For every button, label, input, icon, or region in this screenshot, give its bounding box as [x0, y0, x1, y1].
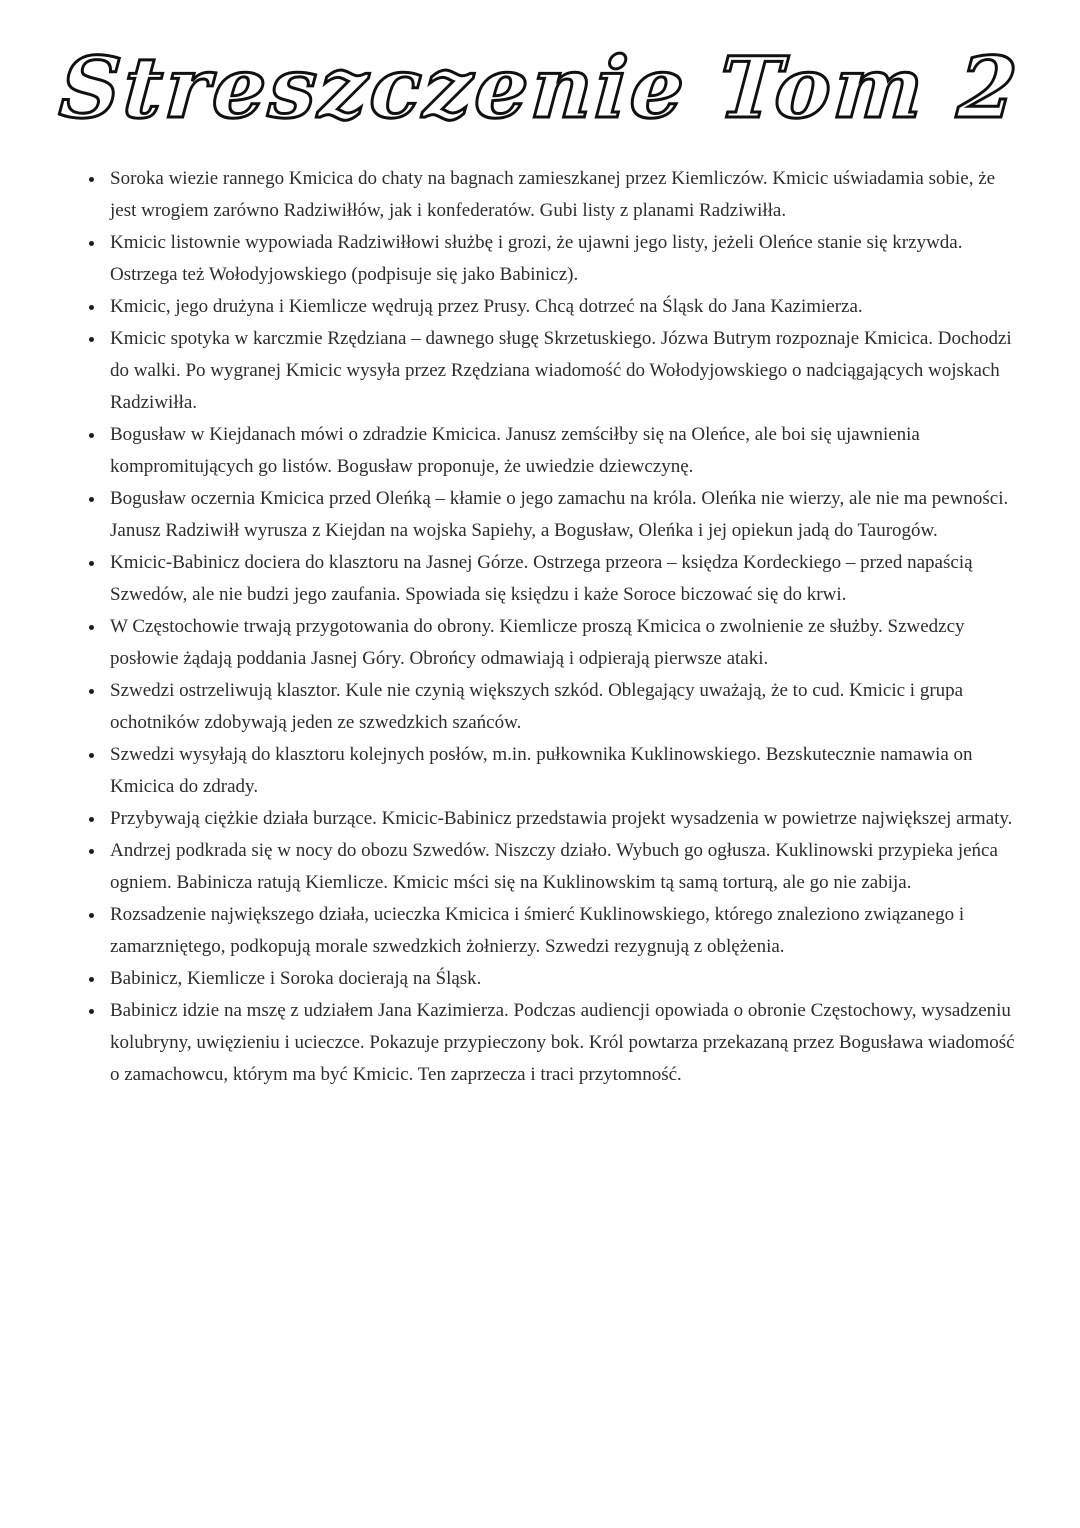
summary-bullet: • Bogusław w Kiejdanach mówi o zdradzie Kmicica. Janusz zemściłby się na Oleńce, ale boi się ujawnienia kompromitujących go listów. Bogusław proponuje, że uwiedzie dziewczynę. [106, 419, 1020, 483]
summary-bullet: • Bogusław oczernia Kmicica przed Oleńką – kłamie o jego zamachu na króla. Oleńka nie wierzy, ale nie ma pewności. Janusz Radziwiłł wyrusza z Kiejdan na wojska Sapiehy, a Bogusław, Oleńka i jej opiekun jadą do Taurogów. [106, 483, 1020, 547]
summary-bullet: • Soroka wiezie rannego Kmicica do chaty na bagnach zamieszkanej przez Kiemliczów. Kmicic uświadamia sobie, że jest wrogiem zarówno Radziwiłłów, jak i konfederatów. Gubi listy z planami Radziwiłła. [106, 163, 1020, 227]
summary-bullet: • Szwedzi ostrzeliwują klasztor. Kule nie czynią większych szkód. Oblegający uważają, że to cud. Kmicic i grupa ochotników zdobywają jeden ze szwedzkich szańców. [106, 675, 1020, 739]
summary-bullet: • W Częstochowie trwają przygotowania do obrony. Kiemlicze proszą Kmicica o zwolnienie ze służby. Szwedzcy posłowie żądają poddania Jasnej Góry. Obrońcy odmawiają i odpierają pierwsze ataki. [106, 611, 1020, 675]
page-title: Streszczenie Tom 2 [56, 38, 1024, 137]
summary-bullet: • Kmicic, jego drużyna i Kiemlicze wędrują przez Prusy. Chcą dotrzeć na Śląsk do Jana Kazimierza. [106, 291, 1020, 323]
summary-list [84, 163, 1020, 1091]
summary-bullet: • Andrzej podkrada się w nocy do obozu Szwedów. Niszczy działo. Wybuch go ogłusza. Kuklinowski przypieka jeńca ogniem. Babinicza ratują Kiemlicze. Kmicic mści się na Kuklinowskim tą samą torturą, ale go nie zabija. [106, 835, 1020, 899]
summary-bullet: • Rozsadzenie największego działa, ucieczka Kmicica i śmierć Kuklinowskiego, którego znaleziono związanego i zamarzniętego, podkopują morale szwedzkich żołnierzy. Szwedzi rezygnują z oblężenia. [106, 899, 1020, 963]
summary-bullet: • Babinicz, Kiemlicze i Soroka docierają na Śląsk. [106, 963, 1020, 995]
summary-bullet: • Kmicic-Babinicz dociera do klasztoru na Jasnej Górze. Ostrzega przeora – księdza Kordeckiego – przed napaścią Szwedów, ale nie budzi jego zaufania. Spowiada się księdzu i każe Soroce biczować się do krwi. [106, 547, 1020, 611]
summary-bullet: • Babinicz idzie na mszę z udziałem Jana Kazimierza. Podczas audiencji opowiada o obronie Częstochowy, wysadzeniu kolubryny, uwięzieniu i ucieczce. Pokazuje przypieczony bok. Król powtarza przekazaną przez Bogusława wiadomość o zamachowcu, którym ma być Kmicic. Ten zaprzecza i traci przytomność. [106, 995, 1020, 1091]
summary-bullet: • Kmicic listownie wypowiada Radziwiłłowi służbę i grozi, że ujawni jego listy, jeżeli Oleńce stanie się krzywda. Ostrzega też Wołodyjowskiego (podpisuje się jako Babinicz). [106, 227, 1020, 291]
summary-bullet: • Szwedzi wysyłają do klasztoru kolejnych posłów, m.in. pułkownika Kuklinowskiego. Bezskutecznie namawia on Kmicica do zdrady. [106, 739, 1020, 803]
summary-bullet: • Kmicic spotyka w karczmie Rzędziana – dawnego sługę Skrzetuskiego. Józwa Butrym rozpoznaje Kmicica. Dochodzi do walki. Po wygranej Kmicic wysyła przez Rzędziana wiadomość do Wołodyjowskiego o nadciągających wojskach Radziwiłła. [106, 323, 1020, 419]
title-container [40, 40, 1040, 137]
summary-bullet: • Przybywają ciężkie działa burzące. Kmicic-Babinicz przedstawia projekt wysadzenia w powietrze największej armaty. [106, 803, 1020, 835]
